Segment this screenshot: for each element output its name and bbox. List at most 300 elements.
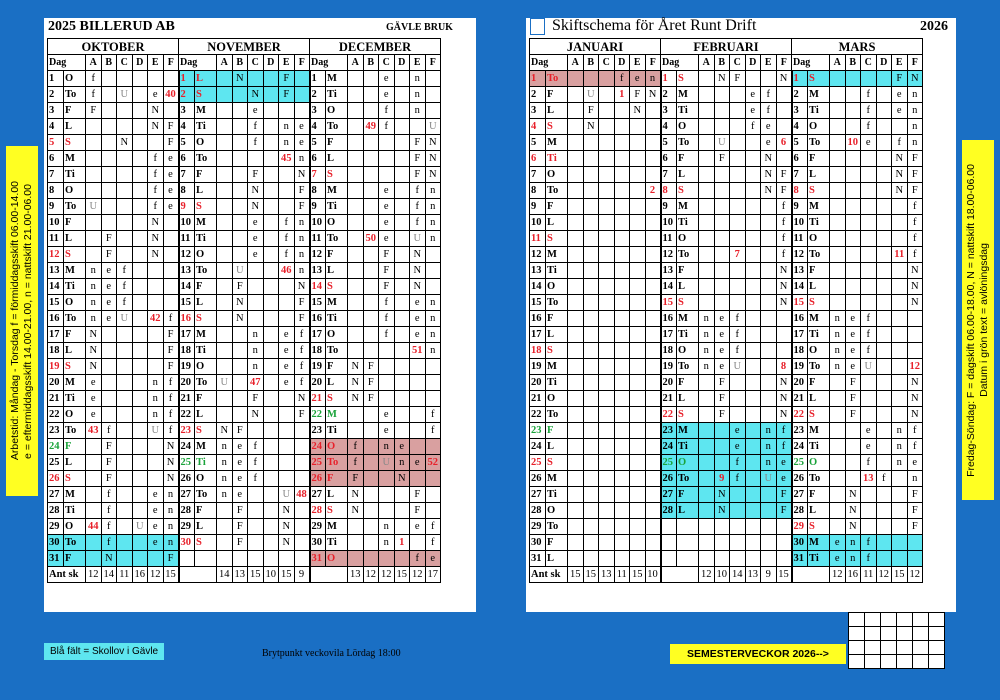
shift-cell: F <box>279 87 295 103</box>
shift-cell: N <box>645 87 661 103</box>
shift-cell: F <box>101 247 117 263</box>
shift-cell <box>861 151 877 167</box>
semester-week-cell[interactable] <box>929 613 945 627</box>
shift-cell <box>630 199 646 215</box>
day-number: 19 <box>310 359 326 375</box>
shift-cell <box>163 279 179 295</box>
shift-cell: f <box>379 295 395 311</box>
shift-cell: e <box>232 471 248 487</box>
shift-cell: n <box>279 135 295 151</box>
day-number: 25 <box>179 455 195 471</box>
shift-cell <box>699 295 715 311</box>
day-number: 3 <box>530 103 546 119</box>
shift-cell <box>630 423 646 439</box>
shift-cell <box>248 423 264 439</box>
day-number: 29 <box>310 519 326 535</box>
shift-cell <box>645 391 661 407</box>
shift-cell <box>745 247 761 263</box>
weekday: To <box>195 375 217 391</box>
shift-cell <box>599 391 615 407</box>
shift-cell: e <box>761 135 777 151</box>
day-number: 25 <box>48 455 64 471</box>
shift-cell <box>132 487 148 503</box>
shift-cell <box>876 519 892 535</box>
shift-cell <box>163 295 179 311</box>
shift-cell <box>599 519 615 535</box>
crew-header: F <box>645 55 661 71</box>
semester-week-cell[interactable] <box>849 627 865 641</box>
weekday: O <box>195 471 217 487</box>
shift-cell <box>830 167 846 183</box>
shift-cell: e <box>845 327 861 343</box>
weekday: Ti <box>546 151 568 167</box>
shift-cell: F <box>163 119 179 135</box>
shift-cell <box>294 471 310 487</box>
shift-cell <box>568 407 584 423</box>
shift-cell <box>630 263 646 279</box>
calendar-table-left <box>47 38 441 583</box>
shift-cell <box>263 263 279 279</box>
crew-header: D <box>263 55 279 71</box>
semester-week-cell[interactable] <box>865 655 881 669</box>
crew-header: D <box>745 55 761 71</box>
shift-count: 12 <box>148 567 164 583</box>
shift-cell <box>583 503 599 519</box>
shift-cell <box>568 199 584 215</box>
weekday: To <box>195 151 217 167</box>
shift-cell <box>614 231 630 247</box>
shift-cell: 51 <box>410 343 426 359</box>
day-number: 29 <box>179 519 195 535</box>
shift-cell: F <box>232 535 248 551</box>
semester-week-cell[interactable] <box>881 627 897 641</box>
shift-cell <box>830 439 846 455</box>
shift-cell <box>614 295 630 311</box>
shift-cell <box>614 151 630 167</box>
shift-cell <box>699 391 715 407</box>
break-point-note: Brytpunkt veckovila Lördag 18:00 <box>262 648 401 659</box>
shift-cell <box>876 551 892 567</box>
shift-cell <box>348 551 364 567</box>
shift-cell <box>645 455 661 471</box>
shift-cell: F <box>776 167 792 183</box>
shift-cell <box>830 423 846 439</box>
weekday: M <box>808 535 830 551</box>
shift-cell: e <box>379 407 395 423</box>
shift-cell: n <box>425 215 441 231</box>
shift-cell: N <box>907 295 923 311</box>
shift-cell <box>348 295 364 311</box>
shift-cell <box>568 263 584 279</box>
shift-cell: F <box>410 167 426 183</box>
semester-week-cell[interactable] <box>913 655 929 669</box>
shift-cell <box>86 455 102 471</box>
weekday: S <box>808 407 830 423</box>
shift-cell <box>568 231 584 247</box>
shift-cell <box>714 103 730 119</box>
shift-cell <box>568 391 584 407</box>
shift-cell: n <box>248 327 264 343</box>
shift-cell <box>263 423 279 439</box>
shift-cell <box>132 327 148 343</box>
crew-header: B <box>232 55 248 71</box>
shift-cell <box>845 119 861 135</box>
shift-cell: e <box>730 423 746 439</box>
shift-cell <box>745 519 761 535</box>
semester-week-cell[interactable] <box>865 641 881 655</box>
shift-cell <box>394 135 410 151</box>
day-number: 8 <box>48 183 64 199</box>
day-number: 14 <box>792 279 808 295</box>
shift-cell <box>568 423 584 439</box>
shift-cell <box>394 231 410 247</box>
shift-cell <box>117 423 133 439</box>
shift-cell <box>599 183 615 199</box>
weekday <box>677 535 699 551</box>
shift-cell <box>714 279 730 295</box>
crew-header: E <box>761 55 777 71</box>
weekday: To <box>677 471 699 487</box>
shift-cell: n <box>425 327 441 343</box>
shift-cell <box>776 551 792 567</box>
weekday: L <box>195 71 217 87</box>
shift-cell <box>761 279 777 295</box>
day-number: 2 <box>792 87 808 103</box>
weekday: S <box>808 71 830 87</box>
shift-cell <box>394 103 410 119</box>
weekday: F <box>546 535 568 551</box>
shift-cell <box>101 103 117 119</box>
shift-cell <box>363 343 379 359</box>
weekday: S <box>808 183 830 199</box>
shift-cell <box>892 535 908 551</box>
shift-cell <box>86 183 102 199</box>
shift-cell: N <box>348 359 364 375</box>
shift-cell: N <box>761 151 777 167</box>
shift-cell <box>845 151 861 167</box>
crew-header: F <box>907 55 923 71</box>
shift-cell: n <box>410 103 426 119</box>
shift-cell <box>583 391 599 407</box>
shift-cell <box>117 455 133 471</box>
weekday: M <box>808 423 830 439</box>
shift-cell <box>232 391 248 407</box>
semester-week-cell[interactable] <box>913 613 929 627</box>
shift-cell <box>263 151 279 167</box>
shift-count: 15 <box>163 567 179 583</box>
shift-cell: N <box>907 71 923 87</box>
shift-cell <box>730 503 746 519</box>
shift-count: 14 <box>101 567 117 583</box>
shift-cell <box>394 199 410 215</box>
day-number: 21 <box>179 391 195 407</box>
checkbox-icon[interactable] <box>530 18 545 35</box>
day-number: 27 <box>179 487 195 503</box>
shift-cell: e <box>410 327 426 343</box>
day-number: 3 <box>48 103 64 119</box>
shift-cell <box>363 407 379 423</box>
shift-cell: F <box>776 487 792 503</box>
shift-cell <box>699 487 715 503</box>
shift-cell <box>876 119 892 135</box>
shift-cell <box>394 487 410 503</box>
day-number: 15 <box>179 295 195 311</box>
semester-week-cell[interactable] <box>913 627 929 641</box>
shift-cell <box>263 503 279 519</box>
shift-cell: e <box>248 215 264 231</box>
shift-cell <box>876 87 892 103</box>
shift-cell <box>568 295 584 311</box>
shift-cell: f <box>761 103 777 119</box>
shift-cell: n <box>761 439 777 455</box>
shift-cell: N <box>776 71 792 87</box>
shift-cell <box>845 439 861 455</box>
shift-cell <box>394 87 410 103</box>
day-number: 21 <box>48 391 64 407</box>
day-number: 19 <box>530 359 546 375</box>
shift-cell: n <box>379 535 395 551</box>
shift-count: 14 <box>217 567 233 583</box>
weekday: Ti <box>808 215 830 231</box>
shift-cell: f <box>101 519 117 535</box>
shift-cell <box>907 343 923 359</box>
shift-cell <box>583 279 599 295</box>
crew-header: D <box>132 55 148 71</box>
shift-cell <box>876 199 892 215</box>
weekday: L <box>326 151 348 167</box>
shift-cell <box>845 423 861 439</box>
shift-cell <box>363 167 379 183</box>
semester-week-cell[interactable] <box>849 655 865 669</box>
shift-cell <box>630 375 646 391</box>
weekday: Ti <box>808 439 830 455</box>
shift-cell <box>117 247 133 263</box>
day-number: 16 <box>48 311 64 327</box>
shift-cell <box>892 327 908 343</box>
shift-count: 12 <box>907 567 923 583</box>
weekday: To <box>195 263 217 279</box>
shift-count: 13 <box>232 567 248 583</box>
weekday: L <box>677 279 699 295</box>
shift-cell: f <box>410 215 426 231</box>
shift-cell <box>745 359 761 375</box>
shift-cell <box>714 439 730 455</box>
weekday: To <box>64 199 86 215</box>
shift-cell <box>630 439 646 455</box>
weekday: M <box>326 407 348 423</box>
day-number: 4 <box>179 119 195 135</box>
day-number: 2 <box>661 87 677 103</box>
shift-cell <box>761 391 777 407</box>
weekday: F <box>808 151 830 167</box>
shift-cell <box>232 231 248 247</box>
weekday: Ti <box>326 311 348 327</box>
day-number: 14 <box>48 279 64 295</box>
shift-cell <box>876 391 892 407</box>
shift-cell <box>568 487 584 503</box>
shift-cell: N <box>425 151 441 167</box>
shift-cell <box>101 87 117 103</box>
shift-cell: n <box>163 535 179 551</box>
shift-cell <box>876 455 892 471</box>
shift-cell <box>645 263 661 279</box>
shift-cell <box>217 551 233 567</box>
shift-cell <box>232 375 248 391</box>
day-number: 11 <box>530 231 546 247</box>
shift-cell: F <box>845 391 861 407</box>
shift-cell: F <box>714 151 730 167</box>
shift-cell: e <box>714 343 730 359</box>
shift-cell <box>761 375 777 391</box>
shift-cell <box>101 119 117 135</box>
day-number: 31 <box>48 551 64 567</box>
shift-cell <box>568 455 584 471</box>
shift-cell: N <box>148 231 164 247</box>
weekday: O <box>677 455 699 471</box>
weekday: Ti <box>64 167 86 183</box>
weekday: S <box>546 455 568 471</box>
shift-cell <box>232 135 248 151</box>
semester-week-cell[interactable] <box>929 655 945 669</box>
shift-cell: N <box>279 535 295 551</box>
shift-cell: N <box>892 151 908 167</box>
shift-cell <box>394 503 410 519</box>
shift-cell <box>714 183 730 199</box>
shift-count: 16 <box>132 567 148 583</box>
shift-cell <box>892 503 908 519</box>
shift-cell: n <box>907 135 923 151</box>
day-number: 27 <box>48 487 64 503</box>
shift-cell: f <box>425 535 441 551</box>
shift-cell <box>699 231 715 247</box>
shift-cell <box>86 439 102 455</box>
shift-cell <box>845 183 861 199</box>
shift-count: 15 <box>279 567 295 583</box>
day-number: 24 <box>792 439 808 455</box>
day-number: 28 <box>310 503 326 519</box>
shift-cell: n <box>699 311 715 327</box>
shift-cell <box>425 439 441 455</box>
shift-cell <box>645 407 661 423</box>
shift-cell <box>630 487 646 503</box>
shift-cell <box>830 215 846 231</box>
semester-week-cell[interactable] <box>913 641 929 655</box>
day-number: 9 <box>310 199 326 215</box>
day-number <box>179 551 195 567</box>
shift-cell: n <box>425 231 441 247</box>
semester-week-cell[interactable] <box>897 627 913 641</box>
shift-cell: n <box>86 311 102 327</box>
day-number: 30 <box>179 535 195 551</box>
shift-cell <box>830 295 846 311</box>
shift-cell: e <box>861 439 877 455</box>
shift-cell <box>583 343 599 359</box>
shift-cell <box>730 119 746 135</box>
shift-cell <box>761 295 777 311</box>
shift-cell <box>263 183 279 199</box>
shift-cell: U <box>148 423 164 439</box>
shift-cell <box>279 407 295 423</box>
shift-cell <box>148 551 164 567</box>
shift-cell: 46 <box>279 263 295 279</box>
shift-cell <box>568 503 584 519</box>
shift-cell <box>294 519 310 535</box>
semester-week-cell[interactable] <box>881 655 897 669</box>
day-number: 1 <box>48 71 64 87</box>
shift-cell: 1 <box>394 535 410 551</box>
weekday: To <box>326 119 348 135</box>
shift-cell <box>876 311 892 327</box>
day-number: 5 <box>48 135 64 151</box>
shift-count: 12 <box>363 567 379 583</box>
shift-cell <box>363 183 379 199</box>
shift-cell: 9 <box>714 471 730 487</box>
shift-cell <box>101 167 117 183</box>
shift-cell <box>248 71 264 87</box>
shift-cell <box>263 551 279 567</box>
shift-cell <box>861 519 877 535</box>
shift-cell: F <box>363 359 379 375</box>
shift-cell <box>86 231 102 247</box>
shift-cell <box>232 359 248 375</box>
shift-count: 9 <box>761 567 777 583</box>
shift-cell <box>861 263 877 279</box>
semester-week-cell[interactable] <box>881 641 897 655</box>
shift-cell <box>348 103 364 119</box>
semester-week-cell[interactable] <box>929 627 945 641</box>
shift-cell: N <box>348 375 364 391</box>
shift-cell <box>117 439 133 455</box>
shift-cell <box>217 199 233 215</box>
weekday: M <box>808 87 830 103</box>
semester-week-cell[interactable] <box>897 613 913 627</box>
shift-cell <box>132 503 148 519</box>
semester-week-cell[interactable] <box>849 613 865 627</box>
shift-cell: F <box>163 135 179 151</box>
shift-cell <box>117 471 133 487</box>
day-number: 12 <box>310 247 326 263</box>
shift-cell <box>876 135 892 151</box>
day-number: 24 <box>179 439 195 455</box>
shift-cell <box>907 535 923 551</box>
shift-cell <box>348 87 364 103</box>
semester-week-cell[interactable] <box>849 641 865 655</box>
semester-week-cell[interactable] <box>865 627 881 641</box>
shift-cell: f <box>861 103 877 119</box>
shift-cell: e <box>148 519 164 535</box>
weekday: M <box>808 199 830 215</box>
shift-cell <box>568 311 584 327</box>
shift-cell: F <box>232 279 248 295</box>
shift-cell: e <box>410 519 426 535</box>
shift-cell <box>630 503 646 519</box>
semester-week-cell[interactable] <box>897 641 913 655</box>
shift-cell <box>568 215 584 231</box>
shift-cell <box>363 87 379 103</box>
semester-week-cell[interactable] <box>929 641 945 655</box>
semester-week-cell[interactable] <box>865 613 881 627</box>
day-number: 17 <box>792 327 808 343</box>
shift-cell: 6 <box>776 135 792 151</box>
shift-cell <box>745 151 761 167</box>
shift-cell <box>645 551 661 567</box>
weekday: M <box>546 135 568 151</box>
semester-week-cell[interactable] <box>897 655 913 669</box>
shift-cell: n <box>425 343 441 359</box>
shift-cell: e <box>761 119 777 135</box>
weekday: To <box>64 423 86 439</box>
semester-week-cell[interactable] <box>881 613 897 627</box>
